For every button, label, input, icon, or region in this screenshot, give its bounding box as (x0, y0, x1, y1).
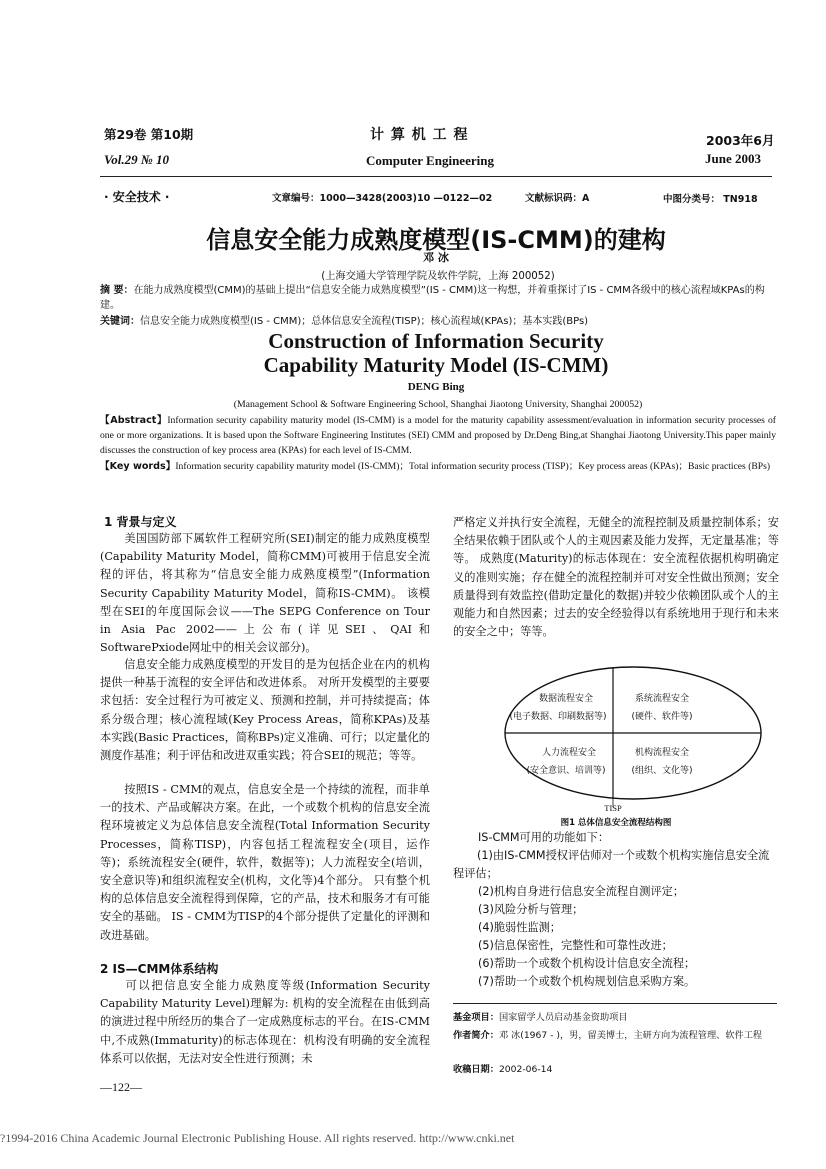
section1-p3-text: 按照IS - CMM的观点，信息安全是一个持续的流程，而非单一的技术、产品或解决方案。在此，一个或数个机构的信息安全流程环境被定义为总体信息安全流程(Total Information Security Processes，简称TISP)，内容包括工程流程安全(项目，运作等)；系统流程安全(硬件，软件，数据等)；人力流程安全(培训，安全意识等)和组织流程安全(机构，文化等)4个部分。 只有整个机构的总体信息安全流程得到保障，它的产品，技术和服务才有可能安全的基础。 IS - CMM为TISP的4个部分提供了定量化的评测和改进基础。 (100, 783, 430, 942)
journal-name: 计 算 机 工 程 (370, 127, 469, 143)
keywords-en-text: Information security capability maturity model (IS-CMM)；Total information security process (TISP)；Key process areas (KPAs)；Basic practices (BPs) (175, 461, 771, 472)
q4-title: 机构流程安全 (634, 748, 689, 758)
section2-p1-text: 可以把信息安全能力成熟度等级(Information Security Capability Maturity Level)理解为: 机构的安全流程在由低到高的演进过程中所经历的集合了一定成熟度标志的平台。在IS-CMM中,不成熟(Immaturity)的标志体现在：机构没有明确的安全流程体系可以依据，无法对安全性进行预测；未 (100, 979, 430, 1065)
keywords-en (100, 459, 776, 474)
affiliation-en: (Management School & Software Engineering School, Shanghai Jiaotong University, Shanghai 200052) (233, 399, 643, 410)
keywords-en-label: 【Key words】 (100, 461, 176, 472)
q2-title: 系统流程安全 (634, 694, 689, 704)
issue-date: 2003年6月 (706, 133, 775, 148)
copyright-footer: ?1994-2016 China Academic Journal Electronic Publishing House. All rights reserved. http://www.cnki.net (0, 1131, 515, 1145)
function-item-4: (4)脆弱性监测； (478, 921, 561, 934)
fund-info (453, 1010, 628, 1025)
function-item-7: (7)帮助一个或数个机构规划信息采购方案。 (478, 975, 696, 988)
q4-subtitle: (组织、文化等) (631, 766, 693, 776)
tisp-diagram (500, 661, 766, 814)
abstract-cn-text: 在能力成熟度模型(CMM)的基础上提出“信息安全能力成熟度模型”(IS - CMM)这一构想，并着重探讨了IS - CMM各级中的核心流程域KPAs的构建。 (100, 285, 765, 311)
volume-issue-en: Vol.29 № 10 (104, 152, 169, 167)
function-item-1 (453, 847, 779, 883)
section2-paragraph-1 (100, 977, 430, 1068)
fund-label: 基金项目： (453, 1012, 499, 1023)
title-en-line1: Construction of Information Security (268, 329, 604, 353)
function-item-6: (6)帮助一个或数个机构设计信息安全流程； (478, 957, 696, 970)
author-info (453, 1028, 779, 1044)
keywords-cn-label: 关键词： (100, 316, 140, 327)
author-cn: 邓 冰 (423, 251, 449, 264)
title-cn: 信息安全能力成熟度模型(IS-CMM)的建构 (206, 226, 666, 254)
journal-name-en: Computer Engineering (366, 153, 494, 168)
class-number: 中图分类号： TN918 (663, 194, 758, 205)
received-text: 2002-06-14 (498, 1064, 553, 1075)
right-paragraph-1 (453, 514, 779, 641)
author-info-label: 作者简介： (453, 1030, 499, 1041)
abstract-cn (100, 283, 776, 313)
column-label: · 安全技术 · (104, 190, 170, 204)
fund-text: 国家留学人员启动基金资助项目 (498, 1012, 628, 1023)
article-number: 文章编号：1000—3428(2003)10 —0122—02 (272, 193, 493, 204)
right-p1-text: 严格定义并执行安全流程，无健全的流程控制及质量控制体系；安全结果依赖于团队或个人的主观因素及能力发挥，无定量基准；等等。 成熟度(Maturity)的标志体现在：安全流程依据机构明确定义的准则实施；存在健全的流程控制并可对安全性做出预测；安全质量得到有效监控(借助定量化的数据)并较少依赖团队或个人的主观能力和自然因素；过去的安全经验得以有系统地用于现行和未来的安全之中；等等。 (453, 516, 779, 639)
q1-subtitle: (电子数据、印刷数据等) (509, 712, 607, 722)
section1-p2-text: 信息安全能力成熟度模型的开发目的是为包括企业在内的机构提供一种基于流程的安全评估和改进体系。 对所开发模型的主要要求包括：安全过程行为可被定义、预测和控制，并可持续提高；体系分级合理；核心流程域(Key Process Areas，简称KPAs)及基本实践(Basic Practices，简称BPs)定义准确、可行；以定量化的测度作基准；利于评估和改进双重实践；符合SEI的规范；等等。 (100, 658, 430, 763)
keywords-cn-text: 信息安全能力成熟度模型(IS - CMM)；总体信息安全流程(TISP)；核心流程域(KPAs)；基本实践(BPs) (140, 316, 589, 327)
received-label: 收稿日期： (453, 1064, 499, 1075)
q1-title: 数据流程安全 (538, 694, 593, 704)
affiliation-cn: (上海交通大学管理学院及软件学院，上海 200052) (321, 271, 555, 282)
tisp-label: TISP (604, 803, 622, 813)
header-rule (100, 176, 772, 177)
q2-subtitle: (硬件、软件等) (631, 712, 693, 722)
abstract-en-text: Information security capability maturity model (IS-CMM) is a model for the maturity capability assessment/evaluation in information security processes of one or more organizations. It is based upon the Software Engineering Institutes (SEI) CMM and proposed by Dr.Deng Bing,at Shanghai Jiaotong University.This paper mainly discusses the construction of key process area (KPAs) for each level of IS-CMM. (100, 415, 776, 457)
tisp-ellipse-svg (500, 661, 766, 814)
abstract-cn-label: 摘 要： (100, 285, 134, 296)
keywords-cn (100, 314, 776, 329)
issue-date-en: June 2003 (705, 151, 761, 166)
title-en-line2: Capability Maturity Model (IS-CMM) (263, 353, 609, 377)
q3-title: 人力流程安全 (541, 748, 596, 758)
function-item-1-text: (1)由IS-CMM授权评估师对一个或数个机构实施信息安全流程评估； (453, 849, 770, 880)
section2-heading: 2 IS—CMM体系结构 (100, 962, 219, 976)
abstract-en (100, 413, 776, 459)
section1-p1-text: 美国国防部下属软件工程研究所(SEI)制定的能力成熟度模型(Capability Maturity Model，简称CMM)可被用于信息安全流程的评估，将其称为“信息安全能力成熟度模型”(Information Security Capability Maturity Model，简称IS-CMM)。 该模型在SEI的年度国际会议——The SEPG Conference on Tour in Asia Pac 2002——上公布(详见SEI、QAI和SoftwarePxiode网址中的相关会议部分)。 (100, 532, 430, 655)
abstract-en-label: 【Abstract】 (100, 415, 168, 426)
figure-caption: 图1 总体信息安全流程结构图 (560, 818, 672, 828)
section1-heading: 1 背景与定义 (104, 515, 177, 529)
functions-intro: IS-CMM可用的功能如下： (478, 831, 610, 844)
author-info-text: 邓 冰(1967 - )，男，留美博士，主研方向为流程管理、软件工程 (498, 1030, 763, 1041)
function-item-5: (5)信息保密性，完整性和可靠性改进； (478, 939, 673, 952)
page-number: —122— (100, 1080, 142, 1094)
author-en: DENG Bing (407, 381, 465, 393)
function-item-2: (2)机构自身进行信息安全流程自测评定； (478, 885, 685, 898)
section1-paragraph-2 (100, 656, 430, 765)
doc-code: 文献标识码：A (525, 193, 590, 204)
footnote-rule (453, 1003, 777, 1004)
function-item-3: (3)风险分析与管理； (478, 903, 584, 916)
section1-paragraph-1 (100, 530, 430, 657)
q3-subtitle: (安全意识、培训等) (526, 766, 606, 776)
volume-issue: 第29卷 第10期 (104, 127, 194, 142)
received-date (453, 1062, 552, 1077)
section1-paragraph-3 (100, 781, 430, 945)
